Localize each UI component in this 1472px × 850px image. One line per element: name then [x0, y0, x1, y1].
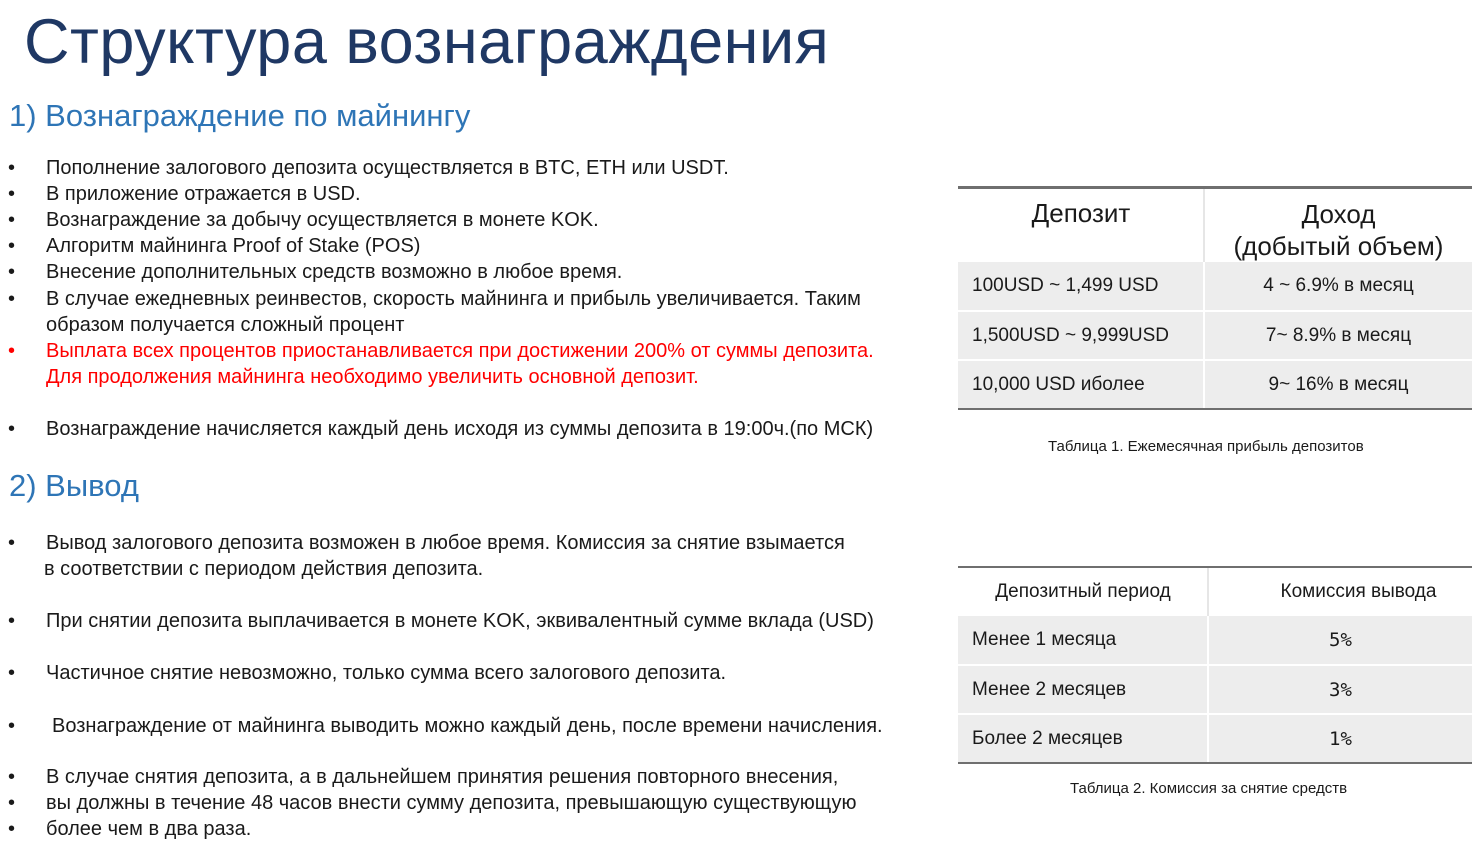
- table-row: [958, 616, 1472, 664]
- bullet-icon: •: [8, 792, 16, 814]
- table-cell: Менее 1 месяца: [972, 629, 1117, 650]
- list-item-continuation: Для продолжения майнинга необходимо увеличить основной депозит.: [46, 366, 699, 388]
- bullet-icon: •: [8, 715, 16, 737]
- list-item-text: Внесение дополнительных средств возможно в любое время.: [46, 261, 623, 283]
- bullet-icon: •: [8, 183, 16, 205]
- section-heading-withdrawal: 2) Вывод: [9, 468, 139, 503]
- table-header-cell: Депозит: [1031, 198, 1131, 228]
- table-cell: 100USD ~ 1,499 USD: [972, 275, 1159, 296]
- bullet-icon: •: [8, 418, 16, 440]
- list-item-continuation: образом получается сложный процент: [46, 314, 405, 336]
- table-header-text: Доход: [1301, 199, 1376, 229]
- withdrawal-fee-table: [958, 566, 1472, 764]
- table-row: [958, 262, 1472, 310]
- deposit-income-table: [958, 186, 1472, 410]
- list-item-text: Вознаграждение за добычу осуществляется в монете KOK.: [46, 209, 599, 231]
- table-cell: 7~ 8.9% в месяц: [1265, 324, 1412, 346]
- table-cell: 10,000 USD иболее: [972, 373, 1145, 395]
- list-item-text: Вознаграждение начисляется каждый день исходя из суммы депозита в 19:00ч.(по МСК): [46, 418, 874, 440]
- table-cell: 5%: [1329, 629, 1352, 651]
- table-caption: Таблица 2. Комиссия за снятие средств: [1070, 780, 1348, 797]
- table-cell: 1,500USD ~ 9,999USD: [972, 324, 1169, 346]
- table-header-cell: [1205, 189, 1472, 262]
- bullet-icon: •: [8, 209, 16, 231]
- list-item-text: Частичное снятие невозможно, только сумма всего залогового депозита.: [46, 662, 727, 684]
- bullet-icon: •: [8, 662, 16, 684]
- bullet-icon: •: [8, 340, 16, 362]
- list-item-text: Алгоритм майнинга Proof of Stake (POS): [46, 235, 421, 257]
- table-bottom-rule: [958, 408, 1472, 410]
- table-row: [958, 715, 1472, 762]
- list-item-text: вы должны в течение 48 часов внести сумму депозита, превышающую существующую: [46, 792, 857, 814]
- list-item-text: При снятии депозита выплачивается в монете KOK, эквивалентный сумме вклада (USD): [46, 610, 874, 632]
- table-row: [958, 666, 1472, 713]
- table-cell: 3%: [1329, 678, 1352, 701]
- bullet-icon: •: [8, 288, 16, 310]
- table-cell: 9~ 16% в месяц: [1268, 373, 1409, 395]
- table-cell: 1%: [1329, 727, 1352, 750]
- bullet-icon: •: [8, 818, 16, 840]
- table-cell: Менее 2 месяцев: [972, 678, 1127, 700]
- table-cell: Более 2 месяцев: [972, 727, 1123, 749]
- bullet-icon: •: [8, 261, 16, 283]
- table-header-cell: Комиссия вывода: [1280, 581, 1437, 602]
- list-item-text: Пополнение залогового депозита осуществляется в BTC, ETH или USDT.: [46, 157, 729, 179]
- table-cell: 4 ~ 6.9% в месяц: [1263, 275, 1414, 296]
- table-header: [958, 189, 1472, 262]
- table-caption: Таблица 1. Ежемесячная прибыль депозитов: [1048, 438, 1364, 455]
- table-header: [958, 568, 1472, 616]
- list-item-text: Вознаграждение от майнинга выводить можно каждый день, после времени начисления.: [52, 715, 883, 737]
- bullet-icon: •: [8, 532, 16, 554]
- table-row: [958, 361, 1472, 408]
- list-item-text: Выплата всех процентов приостанавливается при достижении 200% от суммы депозита.: [46, 340, 874, 362]
- table-header-subtext: (добытый объем): [1233, 231, 1444, 261]
- section-heading-mining-reward: 1) Вознаграждение по майнингу: [9, 98, 471, 133]
- bullet-icon: •: [8, 157, 16, 179]
- bullet-icon: •: [8, 610, 16, 632]
- list-item-text: В случае ежедневных реинвестов, скорость майнинга и прибыль увеличивается. Таким: [46, 288, 861, 310]
- list-item-continuation: в соответствии с периодом действия депозита.: [44, 558, 484, 580]
- bullet-icon: •: [8, 235, 16, 257]
- table-row: [958, 312, 1472, 359]
- list-item-text: В случае снятия депозита, а в дальнейшем принятия решения повторного внесения,: [46, 766, 839, 788]
- table-bottom-rule: [958, 762, 1472, 764]
- list-item-text: Вывод залогового депозита возможен в любое время. Комиссия за снятие взымается: [46, 532, 845, 554]
- page-title: Структура вознаграждения: [24, 7, 830, 77]
- list-item-text: В приложение отражается в USD.: [46, 183, 361, 205]
- table-header-cell: Депозитный период: [995, 581, 1171, 602]
- bullet-icon: •: [8, 766, 16, 788]
- list-item-text: более чем в два раза.: [46, 818, 252, 840]
